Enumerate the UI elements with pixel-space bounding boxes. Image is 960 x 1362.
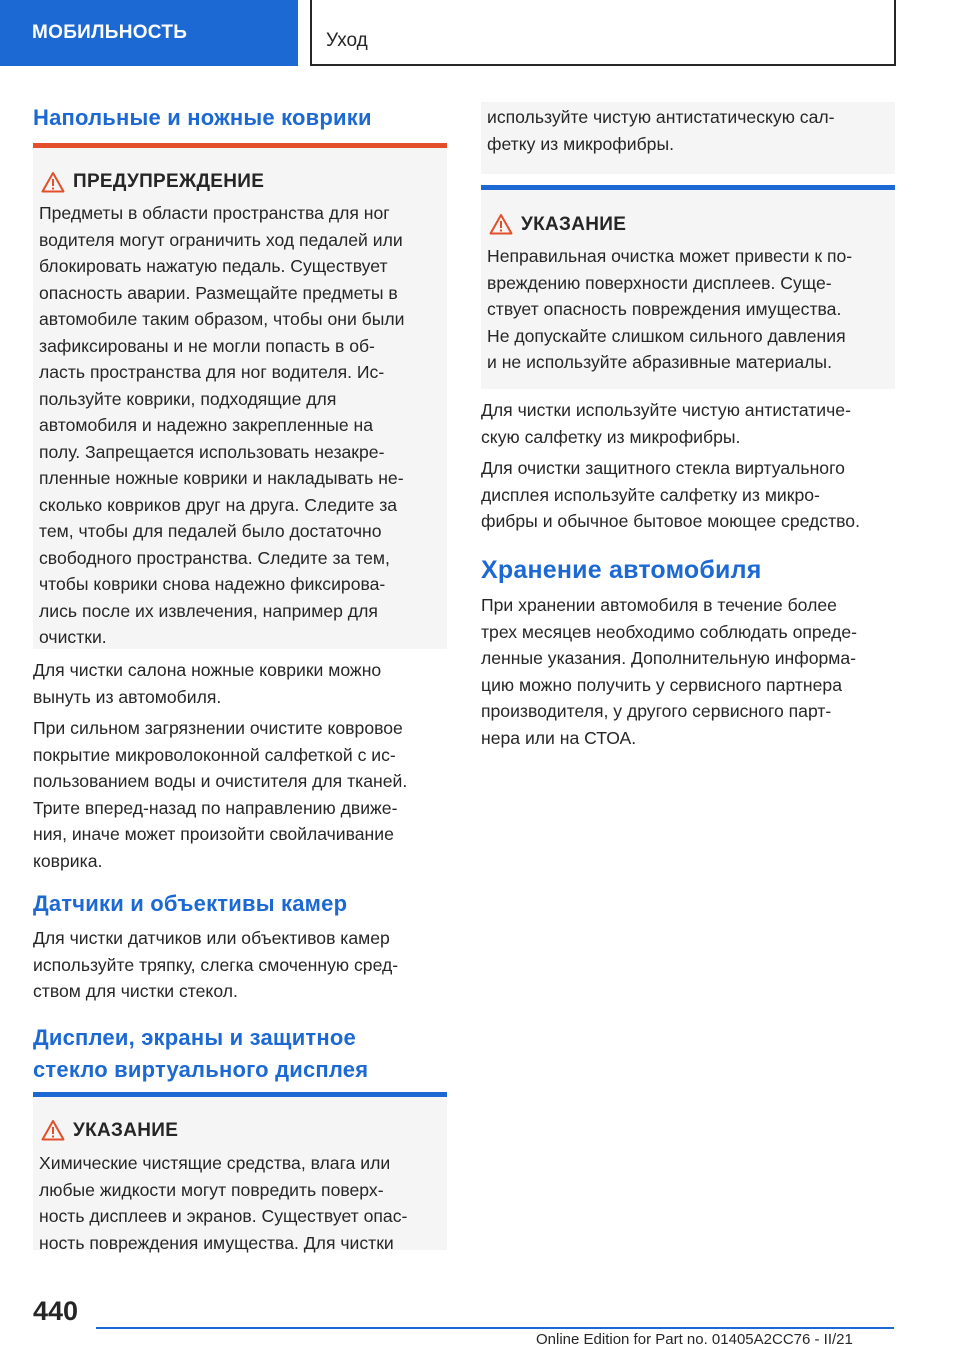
text-line: ленные указания. Дополнительную информа-: [481, 648, 857, 668]
paragraph-sensors: [33, 925, 447, 1005]
text-line: Для чистки датчиков или объективов камер: [33, 928, 390, 948]
notice-bar: [33, 1092, 447, 1097]
warning-line: водителя могут ограничить ход педалей или: [39, 229, 403, 250]
notice-title: УКАЗАНИЕ: [521, 214, 627, 235]
warning-line: лись после их извлечения, например для: [39, 600, 378, 621]
text-line: покрытие микроволоконной салфеткой с ис-: [33, 744, 396, 765]
text-line: Для очистки защитного стекла виртуального: [481, 458, 845, 478]
text-line: цию можно получить у сервисного партнера: [481, 674, 842, 695]
warning-line: Предметы в области пространства для ног: [39, 203, 390, 223]
notice-line: Химические чистящие средства, влага или: [39, 1153, 391, 1173]
heading-floor-mats: Напольные и ножные коврики: [33, 105, 372, 130]
paragraph-remove-mats: [33, 657, 447, 710]
section-tab: МОБИЛЬНОСТЬ: [0, 0, 298, 66]
notice-text: [487, 243, 891, 376]
warning-line: чтобы коврики снова надежно фиксирова-: [39, 574, 386, 594]
heading-line: Дисплеи, экраны и защитное: [33, 1025, 356, 1050]
text-line: ством для чистки стекол.: [33, 981, 238, 1001]
text-line: производителя, у другого сервисного парт-: [481, 701, 832, 721]
notice-line: фетку из микрофибры.: [487, 133, 674, 154]
warning-bar: [33, 143, 447, 148]
warning-line: ласть пространства для ног водителя. Ис-: [39, 362, 385, 382]
text-line: пользованием воды и очистителя для тканей.: [33, 771, 408, 791]
header-underline: [310, 64, 896, 66]
warning-line: сколько ковриков друг на друга. Следите за: [39, 494, 398, 515]
warning-line: пленные ножные коврики и накладывать не-: [39, 468, 404, 488]
heading-displays: [33, 1022, 368, 1086]
notice-line: ствует опасность повреждения имущества.: [487, 299, 842, 319]
notice-continued-text: [487, 104, 891, 157]
text-line: ния, иначе может произойти свойлачивание: [33, 824, 394, 844]
warning-line: зафиксированы и не могли попасть в об-: [39, 335, 375, 356]
warning-text: [39, 200, 443, 651]
header-divider: [310, 0, 312, 66]
text-line: Для чистки используйте чистую антистатиче-: [481, 400, 851, 420]
warning-triangle-icon: [41, 1119, 65, 1141]
warning-line: очистки.: [39, 627, 107, 647]
heading-sensors-cameras: Датчики и объективы камер: [33, 891, 348, 916]
notice-box-continued: [481, 102, 895, 174]
topic-title: Уход: [326, 30, 368, 51]
warning-title: ПРЕДУПРЕЖДЕНИЕ: [73, 171, 265, 192]
paragraph-antistatic: [481, 397, 895, 450]
paragraph-heavy-soiling: [33, 715, 447, 874]
page-header: [0, 0, 960, 66]
notice-line: ность дисплеев и экранов. Существует опас-: [39, 1206, 408, 1226]
text-line: При хранении автомобиля в течение более: [481, 595, 837, 615]
header-right-divider: [894, 0, 896, 66]
text-line: скую салфетку из микрофибры.: [481, 426, 741, 447]
warning-line: опасность аварии. Размещайте предметы в: [39, 282, 398, 303]
paragraph-virtual-display: [481, 455, 895, 535]
notice-line: ность повреждения имущества. Для чистки: [39, 1232, 394, 1253]
warning-line: свободного пространства. Следите за тем,: [39, 547, 390, 568]
heading-line: стекло виртуального дисплея: [33, 1057, 369, 1082]
text-line: Трите вперед-назад по направлению движе-: [33, 797, 398, 818]
notice-line: используйте чистую антистатическую сал-: [487, 107, 835, 127]
warning-box: [33, 143, 447, 649]
paragraph-storage: [481, 592, 895, 751]
notice-box: [33, 1092, 447, 1253]
warning-triangle-icon: [41, 171, 65, 193]
text-line: коврика.: [33, 850, 103, 871]
notice-line: и не используйте абразивные материалы.: [487, 352, 832, 372]
notice-line: вреждению поверхности дисплеев. Суще-: [487, 272, 832, 293]
heading-vehicle-storage: Хранение автомобиля: [481, 556, 762, 584]
text-line: Для чистки салона ножные коврики можно: [33, 660, 382, 680]
warning-triangle-icon: [489, 213, 513, 235]
text-line: нера или на СТОА.: [481, 727, 637, 748]
warning-line: пользуйте коврики, подходящие для: [39, 388, 337, 409]
notice-line: любые жидкости могут повредить поверх-: [39, 1179, 384, 1200]
text-line: дисплея используйте салфетку из микро-: [481, 484, 820, 505]
footer-rule: [96, 1327, 894, 1329]
warning-line: блокировать нажатую педаль. Существует: [39, 256, 388, 276]
text-line: вынуть из автомобиля.: [33, 686, 222, 707]
edition-info: Online Edition for Part no. 01405A2CC76 - II/21: [536, 1331, 853, 1348]
notice-line: Неправильная очистка может привести к по-: [487, 246, 853, 266]
notice-line: Не допускайте слишком сильного давления: [487, 325, 846, 346]
page-number: 440: [33, 1296, 79, 1326]
text-line: фибры и обычное бытовое моющее средство.: [481, 511, 860, 531]
text-line: трех месяцев необходимо соблюдать опреде-: [481, 621, 857, 642]
text-line: При сильном загрязнении очистите ковровое: [33, 718, 403, 738]
warning-line: полу. Запрещается использовать незакре-: [39, 441, 385, 462]
notice-bar: [481, 185, 895, 190]
notice-box: [481, 185, 895, 389]
warning-line: автомобиля и надежно закрепленные на: [39, 415, 374, 435]
notice-title: УКАЗАНИЕ: [73, 1120, 179, 1141]
text-line: используйте тряпку, слегка смоченную сред-: [33, 954, 399, 975]
warning-line: автомобиле таким образом, чтобы они были: [39, 309, 405, 329]
warning-line: тем, чтобы для педалей было достаточно: [39, 521, 382, 541]
notice-text: [39, 1150, 443, 1256]
